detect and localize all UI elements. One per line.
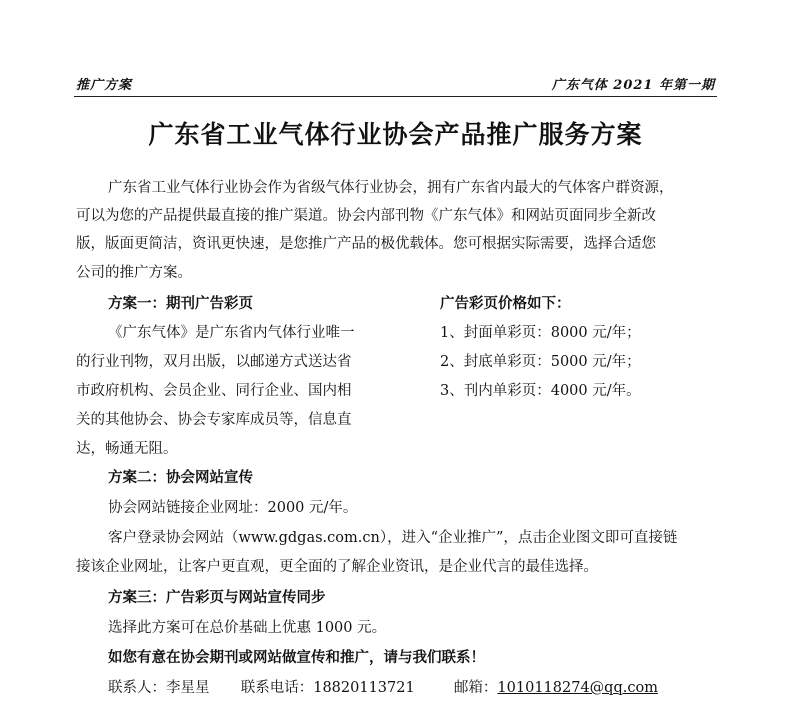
plan2-heading: 方案二：协会网站宣传 — [108, 470, 253, 486]
page-title: 广东省工业气体行业协会产品推广服务方案 — [148, 120, 643, 149]
plan2-body-line: 客户登录协会网站（www.gdgas.com.cn），进入“企业推广”，点击企业图文即可直接链 — [108, 530, 678, 546]
prices-heading: 广告彩页价格如下： — [440, 296, 571, 312]
price-item: 3、刊内单彩页：4000 元/年。 — [440, 383, 641, 399]
header-rule — [74, 96, 717, 97]
plan3-body: 选择此方案可在总价基础上优惠 1000 元。 — [108, 620, 387, 636]
price-item: 2、封底单彩页：5000 元/年； — [440, 354, 641, 370]
contact-email-label: 邮箱： — [453, 680, 498, 696]
plan2-body-line: 接该企业网址，让客户更直观，更全面的了解企业资讯，是企业代言的最佳选择。 — [76, 559, 598, 575]
intro-line: 版，版面更简洁，资讯更快速，是您推广产品的极优载体。您可根据实际需要，选择合适您 — [76, 236, 656, 252]
plan1-body-line: 《广东气体》是广东省内气体行业唯一 — [108, 325, 355, 341]
contact-person: 李星星 — [166, 680, 210, 696]
contact-call-to-action: 如您有意在协会期刊或网站做宣传和推广，请与我们联系！ — [108, 650, 485, 666]
intro-line: 公司的推广方案。 — [76, 265, 192, 281]
plan3-heading: 方案三：广告彩页与网站宣传同步 — [108, 590, 326, 606]
contact-email-link[interactable]: 1010118274@qq.com — [497, 680, 658, 696]
contact-person-label: 联系人： — [108, 680, 166, 696]
plan1-body-line: 关的其他协会、协会专家库成员等，信息直 — [76, 412, 352, 428]
plan1-body-line: 市政府机构、会员企业、同行企业、国内相 — [76, 383, 352, 399]
price-item: 1、封面单彩页：8000 元/年； — [440, 325, 641, 341]
contact-line — [108, 676, 658, 697]
contact-phone: 18820113721 — [313, 680, 415, 696]
header-issue-label: 广东气体 2021 年第一期 — [551, 78, 715, 93]
intro-line: 可以为您的产品提供最直接的推广渠道。协会内部刊物《广东气体》和网站页面同步全新改 — [76, 208, 656, 224]
intro-line: 广东省工业气体行业协会作为省级气体行业协会，拥有广东省内最大的气体客户群资源， — [108, 180, 674, 196]
plan1-body-line: 的行业刊物，双月出版，以邮递方式送达省 — [76, 354, 352, 370]
plan1-body-line: 达，畅通无阻。 — [76, 441, 178, 457]
plan1-heading: 方案一：期刊广告彩页 — [108, 296, 253, 312]
contact-phone-label: 联系电话： — [240, 680, 314, 696]
plan2-price-line: 协会网站链接企业网址：2000 元/年。 — [108, 500, 358, 516]
header-section-label: 推广方案 — [76, 78, 133, 93]
